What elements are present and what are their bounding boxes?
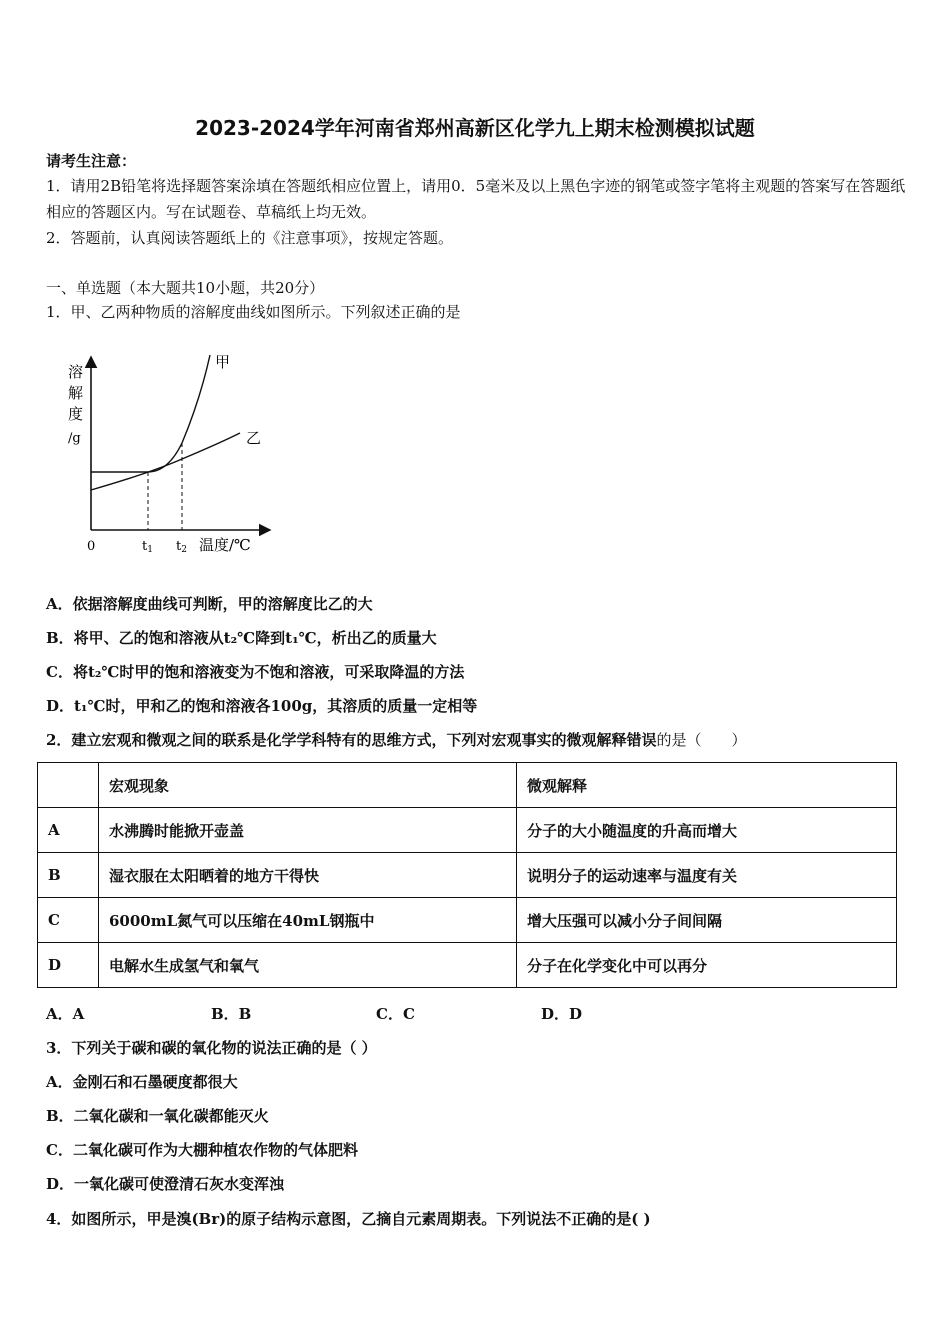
row-label: C [38,898,99,943]
micro-explanation: 增大压强可以减小分子间间隔 [517,898,897,943]
q3-option-c: C．二氧化碳可作为大棚种植农作物的气体肥料 [46,1141,358,1159]
macro-phenomenon: 6000mL氮气可以压缩在40mL钢瓶中 [99,898,517,943]
q3-option-a: A．金刚石和石墨硬度都很大 [46,1073,238,1091]
curve-yi [91,433,240,490]
micro-explanation: 说明分子的运动速率与温度有关 [517,853,897,898]
row-label: B [38,853,99,898]
q2-table [37,762,897,988]
q4-stem: 4．如图所示，甲是溴(Br)的原子结构示意图，乙摘自元素周期表。下列说法不正确的是( ) [46,1210,651,1228]
table-header-cell [38,763,99,808]
q2-stem: 2．建立宏观和微观之间的联系是化学学科特有的思维方式，下列对宏观事实的微观解释错误的是（ ） [46,731,747,749]
curve-yi-label: 乙 [246,429,262,447]
q3-option-b: B．二氧化碳和一氧化碳都能灭火 [46,1107,269,1125]
micro-explanation: 分子在化学变化中可以再分 [517,943,897,988]
table-row [38,898,897,943]
t1-label: t1 [142,539,153,555]
q1-option-d: D．t₁℃时，甲和乙的饱和溶液各100g，其溶质的质量一定相等 [46,697,478,715]
page-title: 2023-2024学年河南省郑州高新区化学九上期末检测模拟试题 [195,116,755,140]
q3-stem: 3．下列关于碳和碳的氧化物的说法正确的是（ ） [46,1039,377,1057]
q1-stem: 1．甲、乙两种物质的溶解度曲线如图所示。下列叙述正确的是 [46,303,461,321]
notice-item-1: 1．请用2B铅笔将选择题答案涂填在答题纸相应位置上，请用0．5毫米及以上黑色字迹的钢笔或签字笔将主观题的答案写在答题纸相应的答题区内。写在试题卷、草稿纸上均无效。 [46,177,906,221]
origin-label: 0 [87,539,96,554]
t2-label: t2 [176,539,187,555]
q2-option-d: D．D [541,1005,583,1023]
q2-option-b: B．B [211,1005,252,1023]
ylabel-char-2: 解 [68,384,84,402]
table-header-cell: 微观解释 [517,763,897,808]
macro-phenomenon: 电解水生成氢气和氧气 [99,943,517,988]
notice-heading: 请考生注意： [46,152,137,170]
table-row [38,853,897,898]
xlabel: 温度/℃ [199,536,251,554]
ylabel-char-3: 度 [68,405,84,423]
macro-phenomenon: 水沸腾时能掀开壶盖 [99,808,517,853]
ylabel-unit: /g [68,431,81,446]
q3-option-d: D．一氧化碳可使澄清石灰水变浑浊 [46,1175,285,1193]
table-row [38,943,897,988]
curve-jia-label: 甲 [215,353,231,371]
table-header-cell: 宏观现象 [99,763,517,808]
table-header-row [38,763,897,808]
q2-option-c: C．C [376,1005,415,1023]
notice-item-2: 2．答题前，认真阅读答题纸上的《注意事项》，按规定答题。 [46,229,454,247]
q1-option-a: A．依据溶解度曲线可判断，甲的溶解度比乙的大 [46,595,373,613]
macro-phenomenon: 湿衣服在太阳晒着的地方干得快 [99,853,517,898]
q2-option-a: A．A [46,1005,85,1023]
section-heading: 一、单选题（本大题共10小题，共20分） [46,279,325,297]
ylabel-char-1: 溶 [68,363,84,381]
q1-option-b: B．将甲、乙的饱和溶液从t₂℃降到t₁℃，析出乙的质量大 [46,629,437,647]
solubility-graph [60,345,290,560]
table-row [38,808,897,853]
q1-option-c: C．将t₂℃时甲的饱和溶液变为不饱和溶液，可采取降温的方法 [46,663,465,681]
micro-explanation: 分子的大小随温度的升高而增大 [517,808,897,853]
row-label: A [38,808,99,853]
row-label: D [38,943,99,988]
